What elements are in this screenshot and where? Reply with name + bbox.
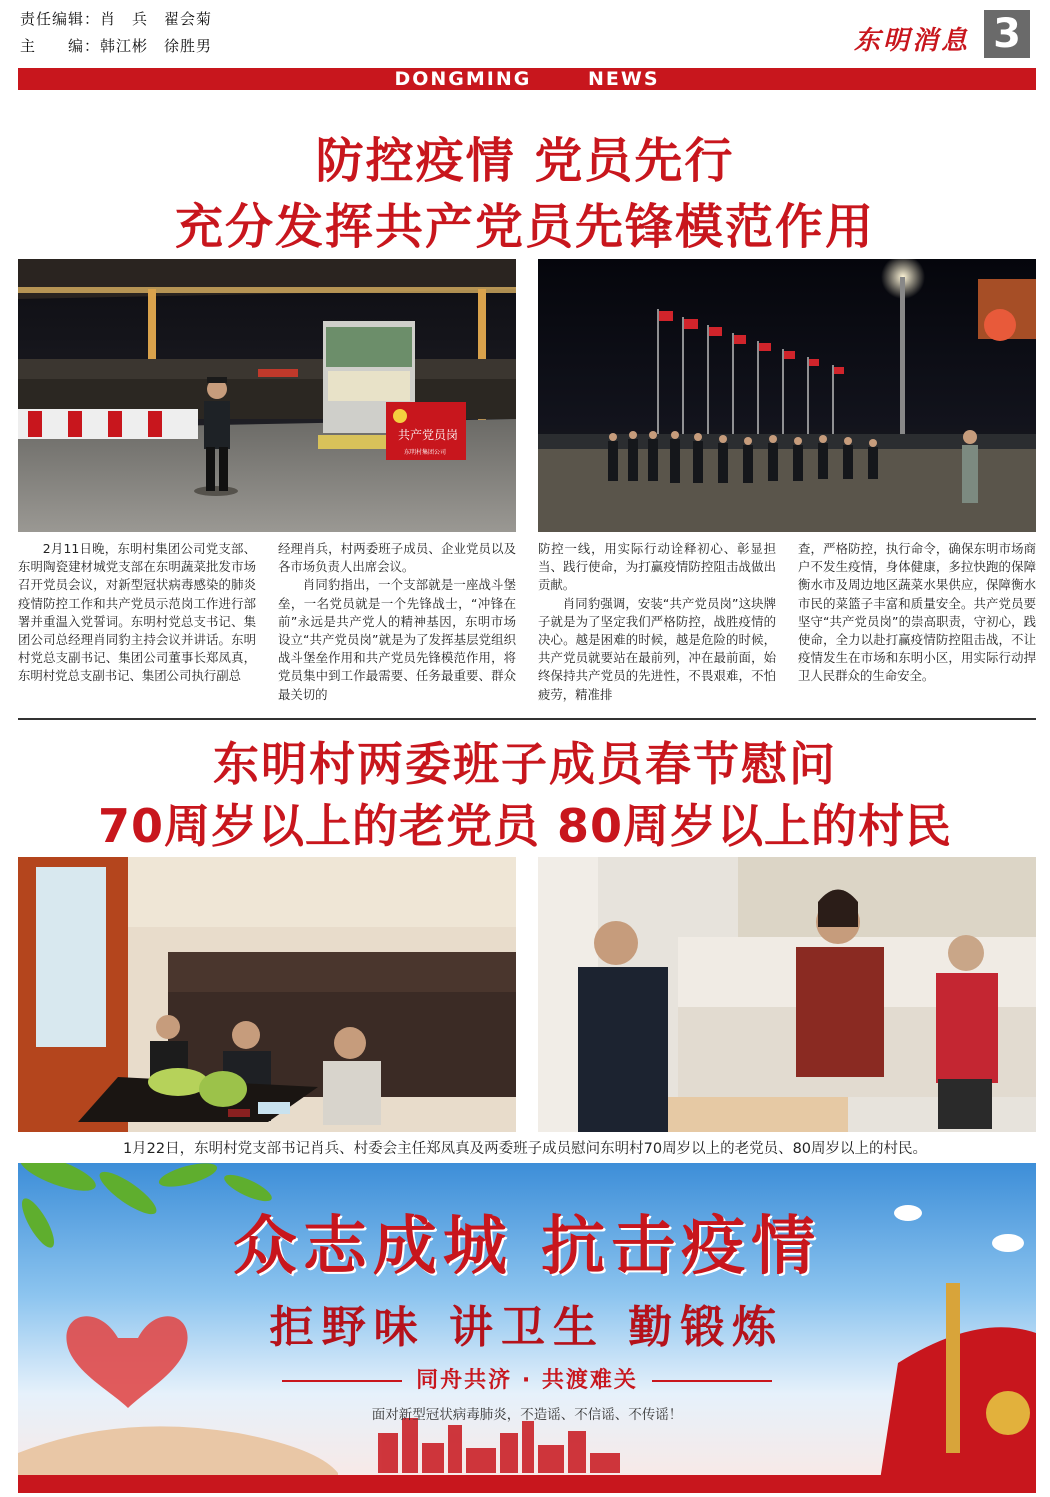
slogan-line-right [652, 1380, 772, 1382]
article1-body [18, 540, 1036, 715]
page-number: 3 [984, 10, 1030, 58]
epidemic-poster [18, 1163, 1036, 1493]
article1-paragraph: 肖同豹指出，一个支部就是一座战斗堡垒，一名党员就是一个先锋战士，“冲锋在前”永远是共产党人的精神基因，东明市场设立“共产党员岗”就是为了发挥基层党组织战斗堡垒作用和共产党员先锋模范作用，将党员集中到工作最需要、任务最重要、群众最关切的 [278, 577, 516, 702]
banner-left-text: DONGMING [394, 68, 532, 90]
party-member-post-sign-small: 东明村集团公司 [404, 449, 447, 456]
article1-paragraph: 肖同豹强调，安装“共产党员岗”这块牌子就是为了坚定我们严格防控，战胜疫情的决心。越是困难的时候，越是危险的时候，共产党员就要站在最前列，冲在最前面，始终保持共产党员的先进性，不畏艰难，不怕疲劳，精准排 [538, 595, 776, 702]
paper-name: 东明消息 [853, 26, 970, 56]
poster-note: 面对新型冠状病毒肺炎，不造谣、不信谣、不传谣！ [371, 1407, 683, 1423]
party-member-assembly-photo [538, 259, 1036, 532]
article1-paragraph: 防控一线，用实际行动诠释初心、彰显担当、践行使命，为打赢疫情防控阻击战做出贡献。 [538, 541, 776, 593]
section-divider [18, 718, 1036, 720]
article1-paragraph: 2月11日晚，东明村集团公司党支部、东明陶瓷建材城党支部在东明蔬菜批发市场召开党员会议，对新型冠状病毒感染的肺炎疫情防控工作和共产党员示范岗工作进行部署并重温入党誓词。东明村党总支书记、集团公司总经理肖同豹主持会议并讲话。东明村党总支副书记、集团公司董事长郑凤真，东明村党总支副书记、集团公司执行副总 [18, 541, 256, 684]
article1-column-3 [538, 540, 776, 715]
party-member-post-sign: 共产党员岗 [398, 428, 459, 442]
poster-slogan-text: 同舟共济 · 共渡难关 [416, 1368, 638, 1393]
article1-paragraph: 经理肖兵，村两委班子成员、企业党员以及各市场负责人出席会议。 [278, 541, 516, 575]
article1-paragraph: 查，严格防控，执行命令，确保东明市场商户不发生疫情，身体健康，多拉快跑的保障衡水市及周边地区蔬菜水果供应，保障衡水市民的菜篮子丰富和质量安全。共产党员要坚守“共产党员岗”的崇高职责，守初心，践使命，全力以赴打赢疫情防控阻击战，不让疫情发生在市场和东明小区，用实际行动捍卫人民群众的生命安全。 [798, 541, 1036, 684]
article2-headline-1: 东明村两委班子成员春节慰问 [213, 737, 837, 791]
visit-photo-elder-villager [538, 857, 1036, 1132]
visit-photo-caption: 1月22日，东明村党支部书记肖兵、村委会主任郑凤真及两委班子成员慰问东明村70周岁以上的老党员、80周岁以上的村民。 [122, 1141, 928, 1157]
article1-column-4 [798, 540, 1036, 715]
visit-photo-elder-party-member [18, 857, 516, 1132]
masthead-banner [18, 68, 1036, 90]
poster-slogan [18, 1363, 1036, 1394]
article1-headline-1: 防控疫情 党员先行 [315, 133, 735, 189]
article2-headline-2: 70周岁以上的老党员 80周岁以上的村民 [97, 799, 953, 853]
banner-right-text: NEWS [588, 68, 660, 90]
poster-title: 众志成城 抗击疫情 [232, 1209, 822, 1284]
chief-editor-line: 主 编：韩江彬 徐胜男 [20, 37, 213, 55]
editor-line: 责任编辑：肖 兵 翟会菊 [20, 10, 213, 28]
slogan-line-left [282, 1380, 402, 1382]
poster-subtitle: 拒野味 讲卫生 勤锻炼 [269, 1302, 785, 1353]
article1-headline-2: 充分发挥共产党员先锋模范作用 [174, 199, 875, 255]
article1-column-1 [18, 540, 256, 715]
article1-column-2 [278, 540, 516, 715]
checkpoint-photo [18, 259, 516, 532]
